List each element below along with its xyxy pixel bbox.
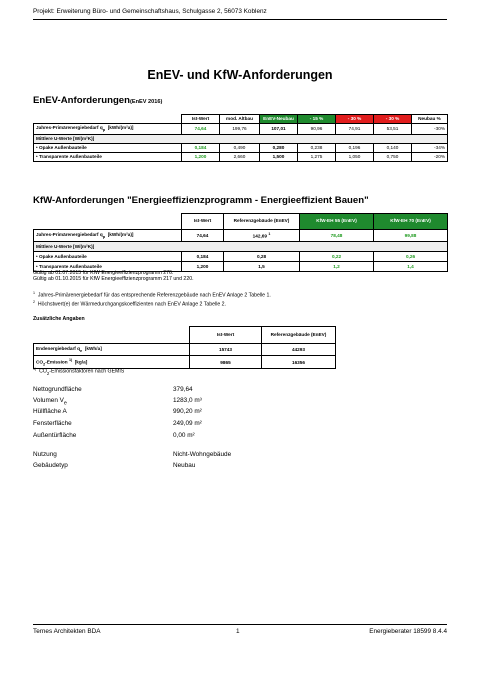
kfw-opaque-row — [34, 251, 448, 261]
footer-left: Ternes Architekten BDA — [33, 628, 101, 635]
row-label: Jahres-Primärenergiebedarf $q_p$ [kWh/(m²a)] — [34, 230, 182, 242]
cell: 1,275 — [298, 152, 336, 161]
enev-heading: EnEV-Anforderungen(EnEV 2016) — [33, 95, 163, 106]
cell: 0,22 — [300, 251, 374, 261]
col-minus-30-a: - 30 % — [336, 115, 374, 124]
col-minus-15: - 15 % — [298, 115, 336, 124]
footnotes — [33, 290, 271, 308]
cell: 0,184 — [182, 251, 224, 261]
cell: 0,490 — [220, 143, 260, 152]
u-values-header: Mittlere U-Werte [W/(m²K)] — [34, 134, 448, 143]
enev-opaque-row — [34, 143, 448, 152]
kfw-u-header-row — [34, 241, 448, 251]
row-label: Jahres-Primärenergiebedarf $q_p$ [kWh/(m²a)] — [34, 124, 182, 135]
enev-primary-row — [34, 124, 448, 135]
col-kfw-eh-55: KfW-EH 55 (EnEV) — [300, 214, 374, 230]
cell: 1,200 — [182, 152, 220, 161]
cell: 142,69 $^1$ — [224, 230, 300, 242]
cell: 9865 — [190, 355, 262, 369]
row-label: • Transparente Außenbauteile — [34, 261, 182, 271]
extra-heading: Zusätzliche Angaben — [33, 316, 85, 322]
cell: 0,196 — [336, 143, 374, 152]
cell: 0,750 — [374, 152, 412, 161]
cell: 2,660 — [220, 152, 260, 161]
cell: 1,200 — [182, 261, 224, 271]
kfw-primary-row — [34, 230, 448, 242]
row-label: • Opake Außenbauteile — [34, 251, 182, 261]
footer-right: Energieberater 18599 8.4.4 — [369, 628, 447, 635]
cell: 1,050 — [336, 152, 374, 161]
cell: 44293 — [262, 344, 336, 356]
cell: 78,48 — [300, 230, 374, 242]
enev-transparent-row — [34, 152, 448, 161]
footer-page-number: 1 — [236, 628, 240, 635]
cell: 0,26 — [374, 251, 448, 261]
kfw-table — [33, 213, 448, 272]
col-ist-wert: Ist-Wert — [190, 327, 262, 344]
enev-table — [33, 114, 448, 162]
cell: 90,96 — [298, 124, 336, 135]
enev-header-row — [34, 115, 448, 124]
row-label: Endenergiebedarf $q_e$ [kWh/a] — [34, 344, 190, 356]
col-kfw-eh-70: KfW-EH 70 (EnEV) — [374, 214, 448, 230]
cell: 0,184 — [182, 143, 220, 152]
validity-line-1: Gültig ab 01.07.2015 für KfW Energieeffizienzprogramm 276. — [33, 270, 174, 276]
validity-notes — [33, 270, 194, 282]
row-label: • Transparente Außenbauteile — [34, 152, 182, 161]
cell: 53,51 — [374, 124, 412, 135]
cell: 74,64 — [182, 230, 224, 242]
col-neubau-pct: Neubau % — [412, 115, 448, 124]
cell: 0,140 — [374, 143, 412, 152]
col-minus-30-b: - 30 % — [374, 115, 412, 124]
footnote-2: $^2$ Höchstwert(e) der Wärmedurchgangskoeffizienten nach EnEV Anlage 2 Tabelle 2. — [33, 299, 226, 308]
extra-table — [33, 326, 336, 369]
header-rule — [33, 19, 447, 20]
cell: 74,91 — [336, 124, 374, 135]
cell: 99,88 — [374, 230, 448, 242]
footer-rule — [33, 624, 447, 625]
cell: 1,2 — [300, 261, 374, 271]
cell: 0,280 — [260, 143, 298, 152]
footnote-1: $^1$ Jahres-Primärenergiebedarf für das entsprechende Referenzgebäude nach EnEV Anlage 2 Tabelle 1. — [33, 291, 271, 299]
col-ist-wert: Ist-Wert — [182, 115, 220, 124]
cell: 0,28 — [224, 251, 300, 261]
cell: -30% — [412, 124, 448, 135]
project-header: Projekt: Erweiterung Büro- und Gemeinschaftshaus, Schulgasse 2, 56073 Koblenz — [33, 8, 267, 15]
cell: 199,76 — [220, 124, 260, 135]
cell: 1,500 — [260, 152, 298, 161]
page-title: EnEV- und KfW-Anforderungen — [147, 68, 333, 82]
cell: -34% — [412, 143, 448, 152]
col-enev-neubau: EnEV-Neubau — [260, 115, 298, 124]
col-referenzgebaeude: Referenzgebäude (EnEV) — [262, 327, 336, 344]
cell: 16356 — [262, 355, 336, 369]
extra-header-row — [34, 327, 336, 344]
row-label: $CO_2$-Emission $^{1)}$ [kg/a] — [34, 355, 190, 369]
co2-note: $^{1)}$ $CO_2$-Emissionsfaktoren nach GEMIS — [33, 367, 125, 376]
extra-end-row — [34, 344, 336, 356]
kfw-header-row — [34, 214, 448, 230]
validity-line-2: Gültig ab 01.10.2015 für KfW Energieeffizienzprogramm 217 und 220. — [33, 276, 194, 283]
kfw-heading: KfW-Anforderungen "Energieeffizienzprogramm - Energieeffizient Bauen" — [33, 195, 369, 206]
col-ist-wert: Ist-Wert — [182, 214, 224, 230]
cell: 1,4 — [374, 261, 448, 271]
cell: 74,64 — [182, 124, 220, 135]
u-values-header: Mittlere U-Werte [W/(m²K)] — [34, 241, 448, 251]
cell: -20% — [412, 152, 448, 161]
cell: 15743 — [190, 344, 262, 356]
col-mod-altbau: mod. Altbau — [220, 115, 260, 124]
cell: 107,01 — [260, 124, 298, 135]
row-label: • Opake Außenbauteile — [34, 143, 182, 152]
cell: 0,238 — [298, 143, 336, 152]
enev-u-header-row — [34, 134, 448, 143]
col-referenzgebaeude: Referenzgebäude (EnEV) — [224, 214, 300, 230]
cell: 1,5 — [224, 261, 300, 271]
